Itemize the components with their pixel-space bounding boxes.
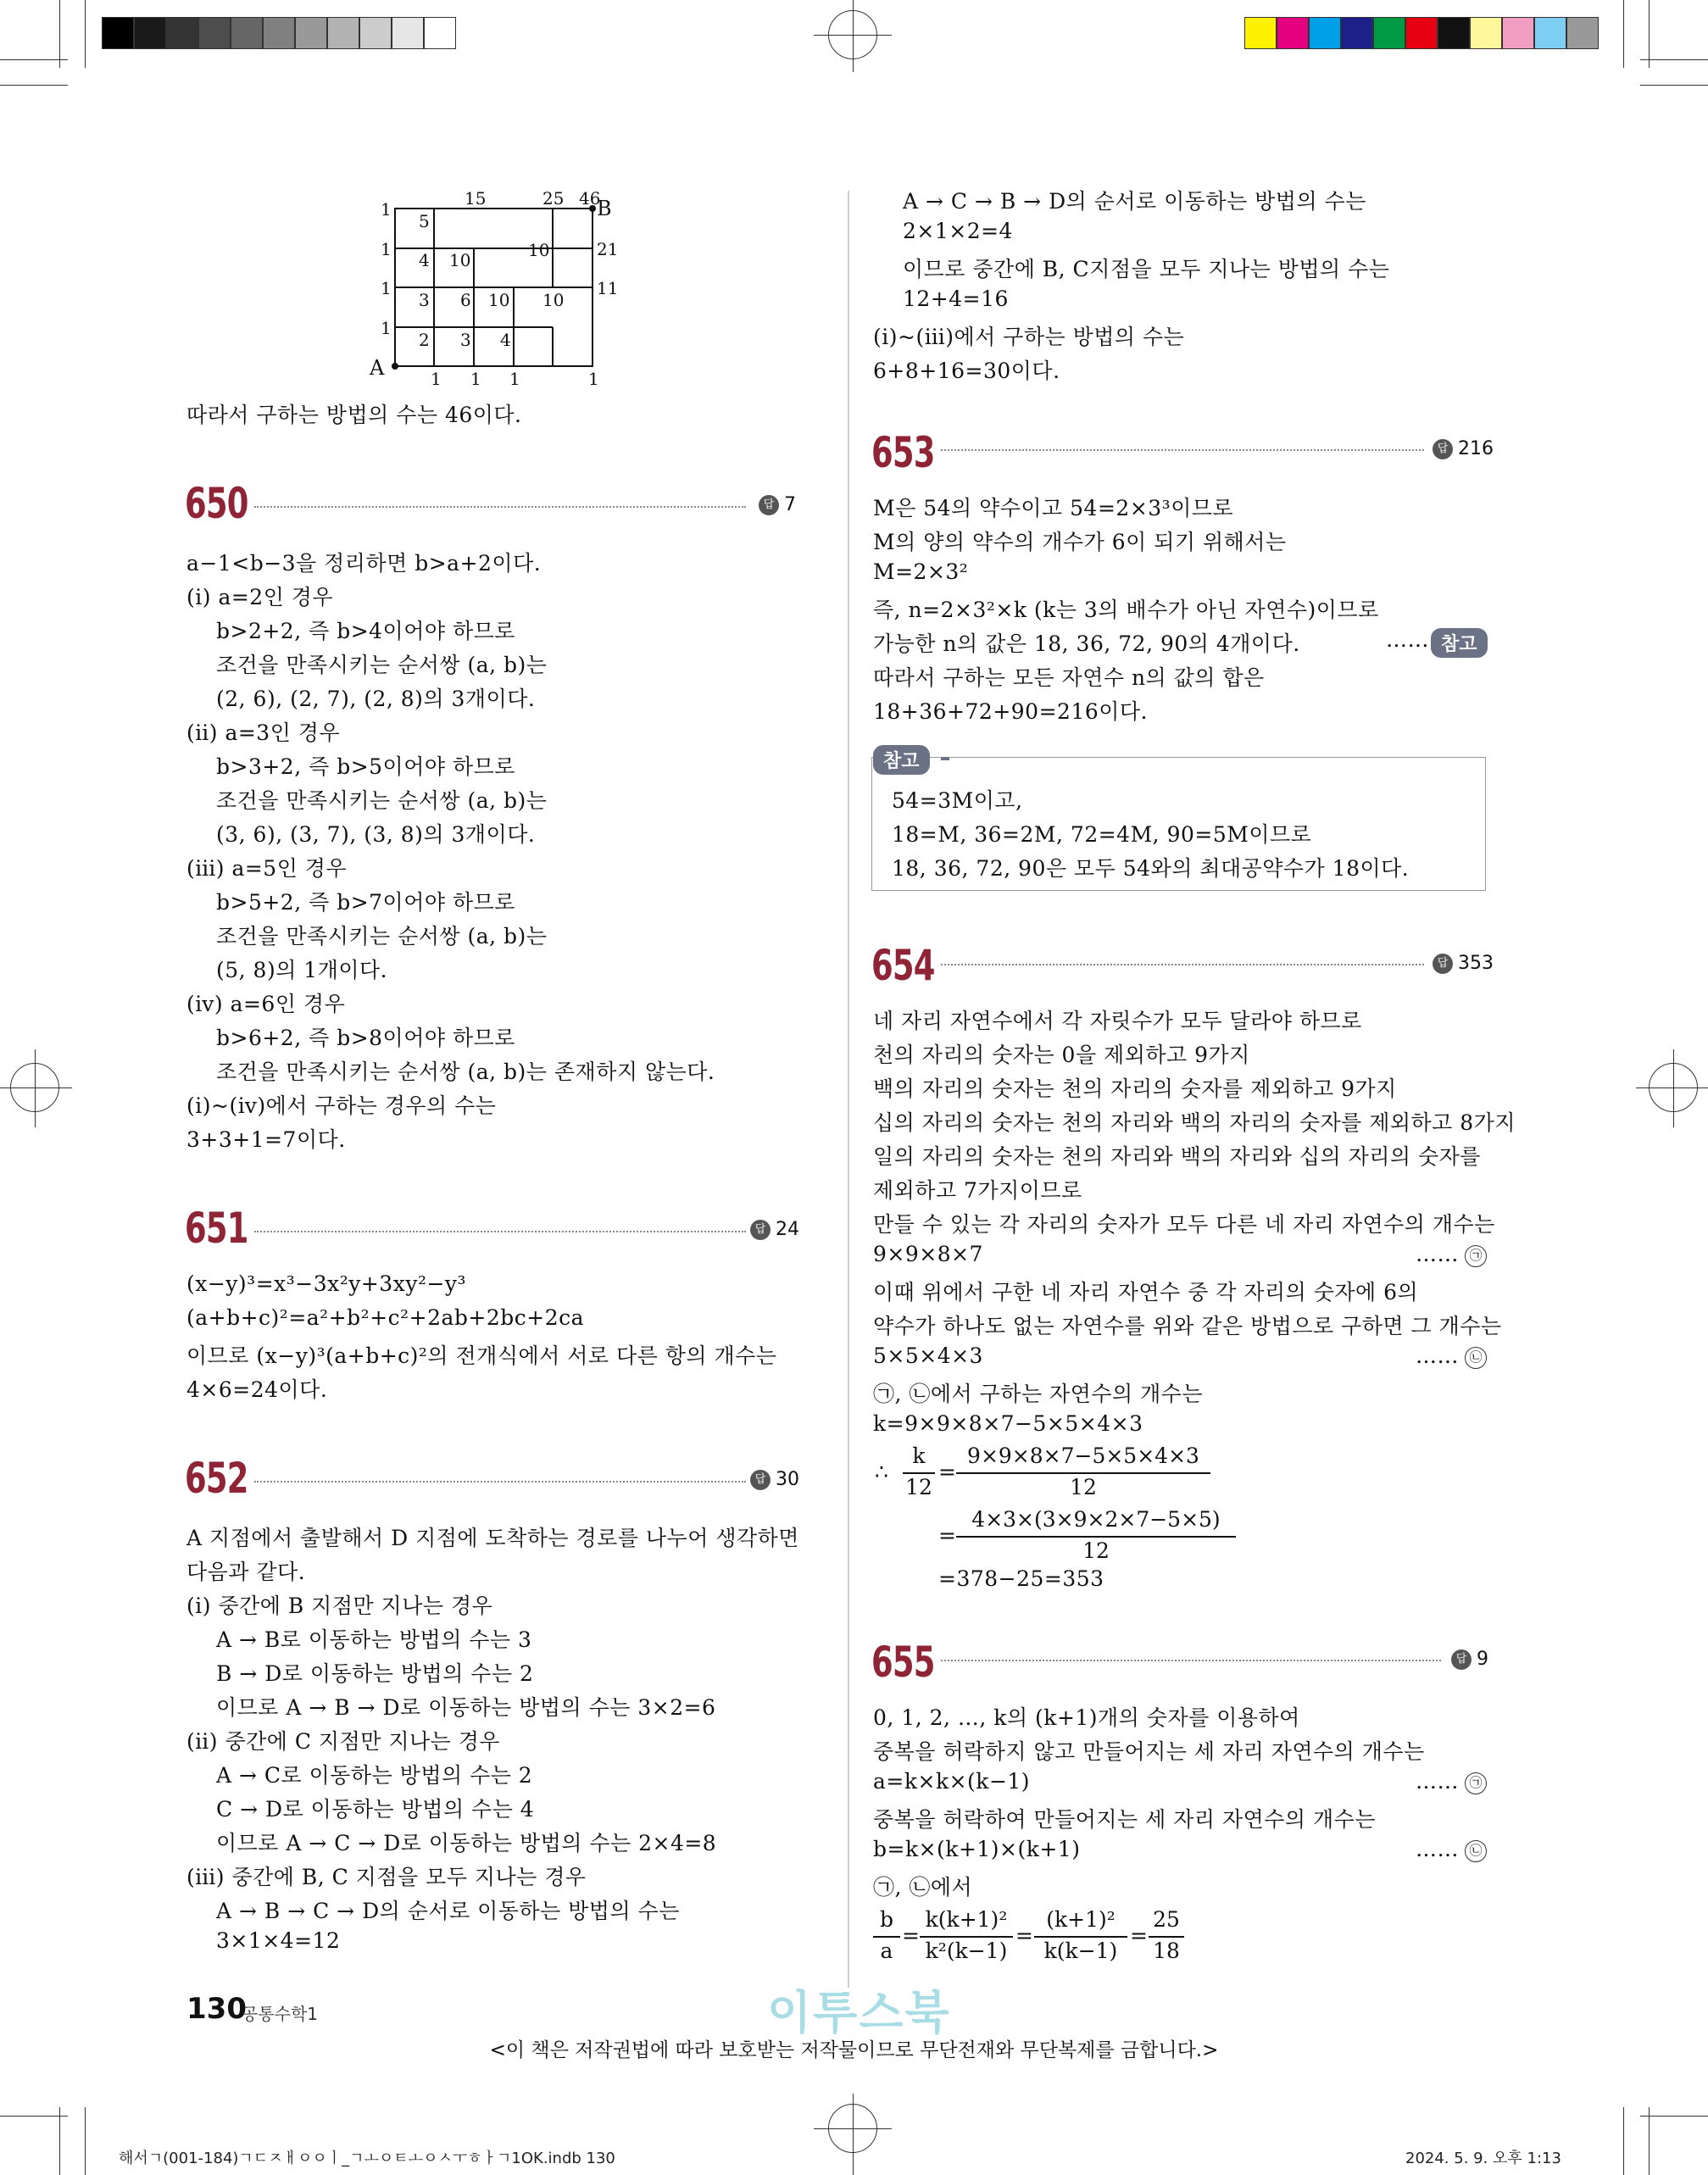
line: k=9×9×8×7−5×5×4×3 — [873, 1411, 1143, 1436]
problem-number: 651 — [185, 1204, 248, 1253]
grid-num: 10 — [542, 290, 565, 310]
grid-label-a: A — [370, 356, 385, 380]
line: 이므로 (x−y)³(a+b+c)²의 전개식에서 서로 다른 항의 개수는 — [186, 1343, 777, 1368]
grid-num: 1 — [431, 369, 442, 389]
grid-label-b: B — [597, 197, 612, 220]
line: 따라서 구하는 모든 자연수 n의 값의 합은 — [873, 665, 1265, 690]
note-box-tag: 참고 — [873, 745, 930, 775]
dotted-rule — [941, 1660, 1441, 1661]
line: b>5+2, 즉 b>7이어야 하므로 — [216, 890, 515, 915]
grid-num: 1 — [381, 239, 392, 259]
grid-num: 25 — [542, 188, 565, 209]
line: (x−y)³=x³−3x²y+3xy²−y³ — [186, 1271, 467, 1296]
line: (3, 6), (3, 7), (3, 8)의 3개이다. — [216, 822, 536, 847]
frac-den: k²(k−1) — [925, 1939, 1008, 1963]
line: b>2+2, 즉 b>4이어야 하므로 — [216, 619, 515, 643]
frac-num: 4×3×(3×9×2×7−5×5) — [971, 1507, 1221, 1532]
final-result: =378−25=353 — [938, 1566, 1104, 1591]
answer-icon: 답 — [1451, 1649, 1472, 1670]
problem-number: 654 — [871, 941, 935, 990]
answer-icon: 답 — [759, 495, 779, 515]
note-line: 18, 36, 72, 90은 모두 54와의 최대공약수가 18이다. — [892, 856, 1410, 881]
dotted-rule — [941, 964, 1424, 965]
frac-bar — [956, 1472, 1210, 1474]
line: 이때 위에서 구한 네 자리 자연수 중 각 자리의 숫자에 6의 — [873, 1280, 1419, 1304]
grid-num: 10 — [488, 290, 510, 310]
page-number: 130 — [186, 1992, 247, 2026]
line: 이므로 A → C → D로 이동하는 방법의 수는 2×4=8 — [216, 1831, 717, 1855]
line: 12+4=16 — [903, 286, 1009, 311]
frac-bar — [1149, 1936, 1184, 1938]
line: (a+b+c)²=a²+b²+c²+2ab+2bc+2ca — [186, 1305, 585, 1330]
equals: = — [938, 1523, 957, 1548]
subject-label: 공통수학1 — [242, 2004, 319, 2024]
line: M의 양의 약수의 개수가 6이 되기 위해서는 — [873, 530, 1287, 554]
line: A → B로 이동하는 방법의 수는 3 — [216, 1627, 532, 1652]
line: 가능한 n의 값은 18, 36, 72, 90의 4개이다. — [873, 631, 1300, 656]
line: 제외하고 7가지이므로 — [873, 1178, 1082, 1203]
grid-num: 15 — [465, 188, 487, 209]
line: 십의 자리의 숫자는 천의 자리와 백의 자리의 숫자를 제외하고 8가지 — [873, 1110, 1516, 1135]
grid-num: 1 — [509, 369, 520, 389]
line: (ⅲ) 중간에 B, C 지점을 모두 지나는 경우 — [186, 1865, 587, 1889]
line: (ⅲ) a=5인 경우 — [186, 856, 348, 881]
line: (ⅱ) 중간에 C 지점만 지나는 경우 — [186, 1729, 501, 1754]
frac-num: b — [879, 1907, 893, 1932]
answer-value: 9 — [1477, 1649, 1488, 1670]
line: 중복을 허락하지 않고 만들어지는 세 자리 자연수의 개수는 — [873, 1739, 1425, 1764]
frac-bar — [873, 1936, 900, 1938]
leader-dots: …… — [1416, 1343, 1459, 1368]
answer-value: 24 — [776, 1219, 799, 1240]
path-grid-diagram — [373, 186, 627, 390]
copyright-notice: <이 책은 저작권법에 따라 보호받는 저작물이므로 무단전재와 무단복제를 금합니다.> — [489, 2039, 1219, 2061]
line: b>3+2, 즉 b>5이어야 하므로 — [216, 754, 515, 779]
answer-value: 353 — [1458, 953, 1494, 974]
dotted-rule — [941, 449, 1424, 451]
equals: = — [1130, 1923, 1149, 1948]
line: B → D로 이동하는 방법의 수는 2 — [216, 1661, 534, 1686]
grid-num: 6 — [460, 290, 471, 310]
grid-num: 11 — [597, 278, 619, 298]
grid-num: 21 — [597, 239, 619, 259]
line: 네 자리 자연수에서 각 자릿수가 모두 달라야 하므로 — [873, 1009, 1362, 1033]
line: 3+3+1=7이다. — [186, 1127, 346, 1152]
frac-num: 9×9×8×7−5×5×4×3 — [967, 1444, 1199, 1468]
frac-num: 25 — [1153, 1907, 1180, 1932]
line: 만들 수 있는 각 자리의 숫자가 모두 다른 네 자리 자연수의 개수는 — [873, 1212, 1495, 1237]
answer — [750, 1469, 799, 1490]
line: (ⅰ)~(ⅳ)에서 구하는 경우의 수는 — [186, 1093, 497, 1118]
line: 즉, n=2×3²×k (k는 3의 배수가 아닌 자연수)이므로 — [873, 598, 1379, 622]
problem-number: 652 — [185, 1454, 248, 1503]
grid-num: 46 — [579, 188, 601, 209]
frac-bar — [920, 1936, 1013, 1938]
frac-den: 12 — [1082, 1538, 1110, 1563]
line: 6+8+16=30이다. — [873, 359, 1060, 383]
note-box-accent — [941, 757, 949, 760]
answer-icon: 답 — [1433, 954, 1453, 974]
line: b>6+2, 즉 b>8이어야 하므로 — [216, 1026, 515, 1050]
grid-num: 10 — [449, 250, 471, 270]
answer-icon: 답 — [1433, 439, 1453, 459]
line: a−1<b−3을 정리하면 b>a+2이다. — [186, 551, 542, 576]
leader-dots: …… — [1416, 1242, 1459, 1266]
frac-den: a — [880, 1939, 893, 1963]
leader-dots: …… — [1416, 1837, 1459, 1861]
note-line: 54=3M이고, — [892, 788, 1023, 813]
line: 0, 1, 2, …, k의 (k+1)개의 숫자를 이용하여 — [873, 1705, 1300, 1730]
line: 3×1×4=12 — [216, 1928, 341, 1953]
line: 중복을 허락하여 만들어지는 세 자리 자연수의 개수는 — [873, 1807, 1376, 1832]
note-tag: 참고 — [1431, 628, 1488, 658]
answer — [759, 494, 796, 515]
line: 백의 자리의 숫자는 천의 자리의 숫자를 제외하고 9가지 — [873, 1076, 1397, 1101]
dotted-rule — [254, 1481, 746, 1482]
grid-num: 1 — [381, 199, 392, 220]
answer — [1451, 1649, 1488, 1670]
answer — [1433, 953, 1494, 974]
line: b=k×(k+1)×(k+1) — [873, 1837, 1081, 1861]
intro-line: 따라서 구하는 방법의 수는 46이다. — [186, 403, 522, 427]
grid-num: 4 — [500, 330, 511, 350]
mark-circle-2: ㉡ — [1465, 1840, 1487, 1862]
equals: = — [902, 1923, 921, 1948]
grid-num: 1 — [381, 278, 392, 298]
line: A → C로 이동하는 방법의 수는 2 — [216, 1763, 533, 1788]
line: 이므로 A → B → D로 이동하는 방법의 수는 3×2=6 — [216, 1695, 716, 1720]
line: 조건을 만족시키는 순서쌍 (a, b)는 — [216, 653, 548, 677]
line: 조건을 만족시키는 순서쌍 (a, b)는 — [216, 924, 548, 948]
frac-den: 12 — [905, 1475, 932, 1499]
grid-num: 1 — [381, 318, 392, 338]
line: 약수가 하나도 없는 자연수를 위와 같은 방법으로 구하면 그 개수는 — [873, 1314, 1502, 1338]
frac-den: k(k−1) — [1043, 1939, 1118, 1963]
mark-circle-1: ㉠ — [1465, 1245, 1487, 1267]
frac-num: (k+1)² — [1046, 1907, 1115, 1932]
line: (ⅰ)~(ⅲ)에서 구하는 방법의 수는 — [873, 325, 1185, 349]
grid-num: 4 — [419, 250, 430, 270]
answer-value: 30 — [776, 1469, 799, 1490]
line: A → B → C → D의 순서로 이동하는 방법의 수는 — [216, 1899, 680, 1923]
answer-icon: 답 — [750, 1470, 771, 1490]
grid-num: 1 — [470, 369, 481, 389]
line: M은 54의 약수이고 54=2×3³이므로 — [873, 496, 1234, 520]
grid-num: 3 — [460, 330, 471, 350]
file-slug: 해서ㄱ(001-184)ㄱㄷㅈㅐㅇㅇㅣ_ㄱㅗㅇㅌㅗㅇㅅㅜㅎㅏㄱ1OK.indb 130 — [119, 2150, 615, 2167]
line: ㉠, ㉡에서 구하는 자연수의 개수는 — [873, 1382, 1204, 1406]
line: 5×5×4×3 — [873, 1343, 983, 1368]
therefore-symbol: ∴ — [875, 1460, 889, 1484]
grid-num: 3 — [419, 290, 430, 310]
problem-number: 655 — [871, 1638, 935, 1687]
line: M=2×3² — [873, 559, 969, 584]
line: 다음과 같다. — [186, 1560, 306, 1584]
frac-bar — [1034, 1936, 1127, 1938]
line: 조건을 만족시키는 순서쌍 (a, b)는 — [216, 788, 548, 813]
line: 조건을 만족시키는 순서쌍 (a, b)는 존재하지 않는다. — [216, 1060, 715, 1084]
leader-dots: …… — [1416, 1769, 1459, 1794]
grid-num: 2 — [419, 330, 430, 350]
answer-value: 216 — [1458, 438, 1494, 459]
line: 9×9×8×7 — [873, 1242, 983, 1266]
equals: = — [1015, 1923, 1034, 1948]
line: 18+36+72+90=216이다. — [873, 699, 1148, 724]
grid-num: 10 — [528, 240, 550, 260]
note-line: 18=M, 36=2M, 72=4M, 90=5M이므로 — [892, 822, 1312, 847]
answer-value: 7 — [784, 494, 796, 515]
print-date: 2024. 5. 9. 오후 1:13 — [1405, 2150, 1561, 2167]
frac-den: 18 — [1153, 1939, 1180, 1963]
line: 일의 자리의 숫자는 천의 자리와 백의 자리와 십의 자리의 숫자를 — [873, 1144, 1481, 1169]
column-divider — [848, 191, 849, 1988]
leader-dots: …… — [1386, 627, 1429, 652]
frac-bar — [956, 1536, 1236, 1538]
line: a=k×k×(k−1) — [873, 1769, 1031, 1794]
line: 2×1×2=4 — [903, 219, 1013, 243]
problem-number: 650 — [185, 479, 248, 528]
publisher-logo: 이투스북 — [767, 1986, 951, 2039]
answer — [750, 1219, 799, 1240]
frac-bar — [903, 1472, 935, 1474]
line: A → C → B → D의 순서로 이동하는 방법의 수는 — [903, 189, 1366, 214]
line: (ⅰ) 중간에 B 지점만 지나는 경우 — [186, 1594, 493, 1618]
mark-circle-2: ㉡ — [1465, 1347, 1487, 1369]
line: ㉠, ㉡에서 — [873, 1875, 973, 1900]
frac-num: k — [912, 1444, 926, 1468]
answer-icon: 답 — [750, 1220, 771, 1240]
dotted-rule — [254, 1231, 746, 1232]
dotted-rule — [254, 506, 746, 508]
equals: = — [938, 1460, 957, 1484]
line: 이므로 중간에 B, C지점을 모두 지나는 방법의 수는 — [903, 257, 1390, 281]
frac-num: k(k+1)² — [925, 1907, 1008, 1932]
problem-number: 653 — [871, 428, 935, 477]
grid-num: 1 — [588, 369, 599, 389]
line: 4×6=24이다. — [186, 1377, 328, 1402]
line: (ⅱ) a=3인 경우 — [186, 720, 341, 745]
mark-circle-1: ㉠ — [1465, 1772, 1487, 1794]
line: (5, 8)의 1개이다. — [216, 958, 388, 982]
line: C → D로 이동하는 방법의 수는 4 — [216, 1797, 535, 1822]
frac-den: 12 — [1070, 1475, 1097, 1499]
line: (ⅳ) a=6인 경우 — [186, 992, 346, 1016]
line: (2, 6), (2, 7), (2, 8)의 3개이다. — [216, 687, 536, 711]
line: (ⅰ) a=2인 경우 — [186, 585, 334, 609]
answer — [1433, 438, 1494, 459]
line: 천의 자리의 숫자는 0을 제외하고 9가지 — [873, 1043, 1250, 1067]
grid-num: 5 — [419, 211, 430, 231]
line: A 지점에서 출발해서 D 지점에 도착하는 경로를 나누어 생각하면 — [186, 1526, 799, 1550]
